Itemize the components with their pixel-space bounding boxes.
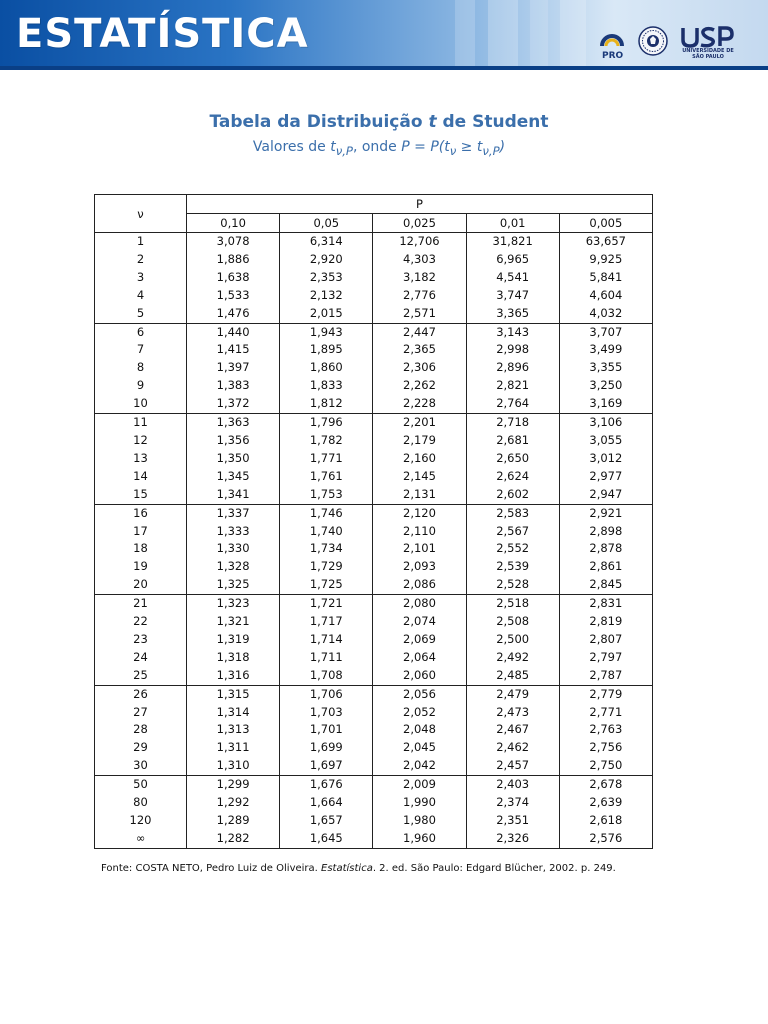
banner-decoration (488, 0, 518, 70)
table-row (95, 395, 653, 413)
critical-value-cell: 2,080 (373, 595, 466, 613)
critical-value-cell: 1,325 (187, 576, 280, 594)
critical-value-cell: 2,821 (466, 377, 559, 395)
critical-value-cell: 2,042 (373, 757, 466, 775)
critical-value-cell: 1,319 (187, 631, 280, 649)
critical-value-cell: 2,567 (466, 523, 559, 541)
table-row (95, 667, 653, 685)
critical-value-cell: 1,703 (280, 704, 373, 722)
critical-value-cell: 1,328 (187, 558, 280, 576)
critical-value-cell: 2,110 (373, 523, 466, 541)
critical-value-cell: 2,009 (373, 776, 466, 794)
critical-value-cell: 1,350 (187, 450, 280, 468)
column-header: 0,005 (559, 214, 652, 233)
degrees-of-freedom-cell: 22 (95, 613, 187, 631)
table-row (95, 450, 653, 468)
table-row (95, 830, 653, 848)
subtitle-formula: P = P(t (401, 139, 450, 155)
table-body (95, 233, 653, 849)
degrees-of-freedom-cell: 80 (95, 794, 187, 812)
degrees-of-freedom-cell: 24 (95, 649, 187, 667)
critical-value-cell: 1,314 (187, 704, 280, 722)
critical-value-cell: 1,701 (280, 721, 373, 739)
critical-value-cell: 1,645 (280, 830, 373, 848)
subtitle-text: Valores de (252, 139, 331, 155)
institution-logos (598, 24, 758, 64)
critical-value-cell: 2,576 (559, 830, 652, 848)
critical-value-cell: 2,776 (373, 287, 466, 305)
critical-value-cell: 1,533 (187, 287, 280, 305)
subtitle-formula-subscript: ν (449, 143, 457, 158)
critical-value-cell: 2,831 (559, 595, 652, 613)
critical-value-cell: 2,120 (373, 504, 466, 522)
table-row (95, 595, 653, 613)
critical-value-cell: 2,056 (373, 685, 466, 703)
degrees-of-freedom-cell: 9 (95, 377, 187, 395)
critical-value-cell: 1,311 (187, 739, 280, 757)
critical-value-cell: 2,771 (559, 704, 652, 722)
critical-value-cell: 3,106 (559, 414, 652, 432)
critical-value-cell: 2,015 (280, 305, 373, 323)
table-row (95, 721, 653, 739)
table-row (95, 739, 653, 757)
critical-value-cell: 2,132 (280, 287, 373, 305)
critical-value-cell: 3,355 (559, 359, 652, 377)
critical-value-cell: 2,262 (373, 377, 466, 395)
critical-value-cell: 2,131 (373, 486, 466, 504)
subtitle-formula-end: ) (499, 139, 506, 155)
critical-value-cell: 1,721 (280, 595, 373, 613)
critical-value-cell: 4,541 (466, 269, 559, 287)
critical-value-cell: 2,160 (373, 450, 466, 468)
critical-value-cell: 2,403 (466, 776, 559, 794)
column-header: 0,05 (280, 214, 373, 233)
degrees-of-freedom-cell: 1 (95, 233, 187, 251)
critical-value-cell: 4,032 (559, 305, 652, 323)
table-row (95, 341, 653, 359)
critical-value-cell: 1,313 (187, 721, 280, 739)
source-title: Estatística (321, 863, 373, 874)
critical-value-cell: 1,886 (187, 251, 280, 269)
critical-value-cell: 2,351 (466, 812, 559, 830)
degrees-of-freedom-cell: 120 (95, 812, 187, 830)
critical-value-cell: 2,896 (466, 359, 559, 377)
critical-value-cell: 2,093 (373, 558, 466, 576)
header-banner (0, 0, 768, 70)
critical-value-cell: 1,321 (187, 613, 280, 631)
degrees-of-freedom-cell: 5 (95, 305, 187, 323)
critical-value-cell: 2,977 (559, 468, 652, 486)
critical-value-cell: 1,708 (280, 667, 373, 685)
critical-value-cell: 2,861 (559, 558, 652, 576)
critical-value-cell: 2,101 (373, 540, 466, 558)
critical-value-cell: 1,664 (280, 794, 373, 812)
critical-value-cell: 2,479 (466, 685, 559, 703)
critical-value-cell: 1,729 (280, 558, 373, 576)
column-header: 0,10 (187, 214, 280, 233)
column-header: 0,01 (466, 214, 559, 233)
table-row (95, 287, 653, 305)
critical-value-cell: 1,725 (280, 576, 373, 594)
critical-value-cell: 1,697 (280, 757, 373, 775)
critical-value-cell: 1,943 (280, 323, 373, 341)
critical-value-cell: 9,925 (559, 251, 652, 269)
critical-value-cell: 1,717 (280, 613, 373, 631)
critical-value-cell: 1,289 (187, 812, 280, 830)
critical-value-cell: 2,764 (466, 395, 559, 413)
degrees-of-freedom-cell: 19 (95, 558, 187, 576)
critical-value-cell: 1,440 (187, 323, 280, 341)
subtitle-formula-subscript: ν,P (482, 143, 500, 158)
probability-header: P (187, 195, 653, 214)
critical-value-cell: 1,292 (187, 794, 280, 812)
critical-value-cell: 2,518 (466, 595, 559, 613)
degrees-of-freedom-cell: 6 (95, 323, 187, 341)
critical-value-cell: 5,841 (559, 269, 652, 287)
critical-value-cell: 2,571 (373, 305, 466, 323)
table-row (95, 558, 653, 576)
critical-value-cell: 1,397 (187, 359, 280, 377)
critical-value-cell: 2,045 (373, 739, 466, 757)
table-row (95, 613, 653, 631)
critical-value-cell: 1,833 (280, 377, 373, 395)
critical-value-cell: 2,306 (373, 359, 466, 377)
source-text-end: . 2. ed. São Paulo: Edgard Blücher, 2002. p. 249. (372, 863, 616, 874)
degrees-of-freedom-cell: 27 (95, 704, 187, 722)
banner-stripe (0, 66, 768, 70)
critical-value-cell: 2,898 (559, 523, 652, 541)
source-citation (101, 863, 741, 874)
critical-value-cell: 1,383 (187, 377, 280, 395)
degrees-of-freedom-cell: 28 (95, 721, 187, 739)
critical-value-cell: 2,624 (466, 468, 559, 486)
critical-value-cell: 3,055 (559, 432, 652, 450)
title-variable: t (428, 112, 437, 132)
critical-value-cell: 1,315 (187, 685, 280, 703)
seal-logo (638, 26, 668, 56)
critical-value-cell: 1,323 (187, 595, 280, 613)
table-row (95, 812, 653, 830)
critical-value-cell: 1,895 (280, 341, 373, 359)
degrees-of-freedom-cell: 11 (95, 414, 187, 432)
critical-value-cell: 6,314 (280, 233, 373, 251)
critical-value-cell: 2,145 (373, 468, 466, 486)
critical-value-cell: 1,740 (280, 523, 373, 541)
critical-value-cell: 3,078 (187, 233, 280, 251)
critical-value-cell: 3,143 (466, 323, 559, 341)
critical-value-cell: 2,678 (559, 776, 652, 794)
critical-value-cell: 1,714 (280, 631, 373, 649)
critical-value-cell: 1,316 (187, 667, 280, 685)
table-row (95, 776, 653, 794)
critical-value-cell: 1,746 (280, 504, 373, 522)
critical-value-cell: 1,299 (187, 776, 280, 794)
critical-value-cell: 2,447 (373, 323, 466, 341)
t-distribution-table (94, 194, 653, 849)
critical-value-cell: 1,363 (187, 414, 280, 432)
table-row (95, 523, 653, 541)
critical-value-cell: 1,638 (187, 269, 280, 287)
critical-value-cell: 2,921 (559, 504, 652, 522)
critical-value-cell: 2,365 (373, 341, 466, 359)
critical-value-cell: 2,797 (559, 649, 652, 667)
critical-value-cell: 1,333 (187, 523, 280, 541)
subtitle-subscript: ν,P (335, 143, 353, 158)
critical-value-cell: 3,012 (559, 450, 652, 468)
table-row (95, 685, 653, 703)
degrees-of-freedom-cell: 50 (95, 776, 187, 794)
critical-value-cell: 2,552 (466, 540, 559, 558)
critical-value-cell: 1,341 (187, 486, 280, 504)
critical-value-cell: 3,747 (466, 287, 559, 305)
usp-logo-subtext: UNIVERSIDADE DE SÃO PAULO (682, 48, 734, 60)
table-row (95, 305, 653, 323)
critical-value-cell: 2,819 (559, 613, 652, 631)
critical-value-cell: 2,602 (466, 486, 559, 504)
critical-value-cell: 2,492 (466, 649, 559, 667)
critical-value-cell: 2,763 (559, 721, 652, 739)
critical-value-cell: 1,782 (280, 432, 373, 450)
critical-value-cell: 1,812 (280, 395, 373, 413)
critical-value-cell: 1,337 (187, 504, 280, 522)
critical-value-cell: 4,604 (559, 287, 652, 305)
critical-value-cell: 2,462 (466, 739, 559, 757)
critical-value-cell: 3,707 (559, 323, 652, 341)
critical-value-cell: 1,345 (187, 468, 280, 486)
critical-value-cell: 1,476 (187, 305, 280, 323)
table-row (95, 251, 653, 269)
critical-value-cell: 2,485 (466, 667, 559, 685)
table-row (95, 504, 653, 522)
degrees-of-freedom-cell: 3 (95, 269, 187, 287)
critical-value-cell: 2,718 (466, 414, 559, 432)
degrees-of-freedom-cell: 26 (95, 685, 187, 703)
table-row (95, 323, 653, 341)
critical-value-cell: 1,318 (187, 649, 280, 667)
table-row (95, 649, 653, 667)
degrees-of-freedom-cell: 10 (95, 395, 187, 413)
critical-value-cell: 6,965 (466, 251, 559, 269)
critical-value-cell: 1,771 (280, 450, 373, 468)
critical-value-cell: 2,681 (466, 432, 559, 450)
critical-value-cell: 3,499 (559, 341, 652, 359)
critical-value-cell: 63,657 (559, 233, 652, 251)
degrees-of-freedom-cell: 16 (95, 504, 187, 522)
critical-value-cell: 1,860 (280, 359, 373, 377)
critical-value-cell: 3,365 (466, 305, 559, 323)
critical-value-cell: 2,179 (373, 432, 466, 450)
critical-value-cell: 12,706 (373, 233, 466, 251)
critical-value-cell: 2,618 (559, 812, 652, 830)
degrees-of-freedom-cell: 2 (95, 251, 187, 269)
degrees-of-freedom-cell: 18 (95, 540, 187, 558)
source-text: Fonte: COSTA NETO, Pedro Luiz de Oliveira. (101, 863, 322, 874)
degrees-of-freedom-cell: 15 (95, 486, 187, 504)
critical-value-cell: 2,807 (559, 631, 652, 649)
critical-value-cell: 1,415 (187, 341, 280, 359)
critical-value-cell: 2,650 (466, 450, 559, 468)
critical-value-cell: 1,761 (280, 468, 373, 486)
degrees-of-freedom-cell: 21 (95, 595, 187, 613)
critical-value-cell: 2,750 (559, 757, 652, 775)
critical-value-cell: 1,330 (187, 540, 280, 558)
critical-value-cell: 2,756 (559, 739, 652, 757)
table-row (95, 233, 653, 251)
critical-value-cell: 1,310 (187, 757, 280, 775)
critical-value-cell: 1,990 (373, 794, 466, 812)
title-text: Tabela da Distribuição (209, 112, 429, 132)
critical-value-cell: 2,878 (559, 540, 652, 558)
pro-logo-text: PRO (602, 51, 624, 61)
table-row (95, 468, 653, 486)
critical-value-cell: 1,706 (280, 685, 373, 703)
subtitle-formula-mid: ≥ t (456, 139, 483, 155)
table-row (95, 631, 653, 649)
table-row (95, 359, 653, 377)
critical-value-cell: 2,069 (373, 631, 466, 649)
critical-value-cell: 2,326 (466, 830, 559, 848)
degrees-of-freedom-cell: 4 (95, 287, 187, 305)
table-row (95, 576, 653, 594)
degrees-of-freedom-header: ν (95, 195, 187, 233)
critical-value-cell: 2,508 (466, 613, 559, 631)
critical-value-cell: 2,845 (559, 576, 652, 594)
critical-value-cell: 2,201 (373, 414, 466, 432)
critical-value-cell: 1,711 (280, 649, 373, 667)
table-row (95, 540, 653, 558)
critical-value-cell: 2,374 (466, 794, 559, 812)
table-row (95, 414, 653, 432)
page-title (0, 112, 758, 132)
critical-value-cell: 2,060 (373, 667, 466, 685)
critical-value-cell: 2,947 (559, 486, 652, 504)
critical-value-cell: 1,960 (373, 830, 466, 848)
critical-value-cell: 1,796 (280, 414, 373, 432)
table-row (95, 486, 653, 504)
critical-value-cell: 2,473 (466, 704, 559, 722)
degrees-of-freedom-cell: 7 (95, 341, 187, 359)
degrees-of-freedom-cell: 17 (95, 523, 187, 541)
critical-value-cell: 2,500 (466, 631, 559, 649)
critical-value-cell: 1,753 (280, 486, 373, 504)
table-row (95, 432, 653, 450)
subtitle-text-mid: , onde (352, 139, 402, 155)
critical-value-cell: 1,980 (373, 812, 466, 830)
brand-title: ESTATÍSTICA (16, 11, 309, 57)
usp-logo (680, 26, 734, 48)
table-row (95, 704, 653, 722)
critical-value-cell: 1,356 (187, 432, 280, 450)
critical-value-cell: 1,676 (280, 776, 373, 794)
critical-value-cell: 1,734 (280, 540, 373, 558)
critical-value-cell: 2,064 (373, 649, 466, 667)
degrees-of-freedom-cell: 8 (95, 359, 187, 377)
critical-value-cell: 2,228 (373, 395, 466, 413)
critical-value-cell: 2,787 (559, 667, 652, 685)
critical-value-cell: 31,821 (466, 233, 559, 251)
table-row (95, 377, 653, 395)
subtitle-variable: t (330, 139, 336, 155)
critical-value-cell: 2,457 (466, 757, 559, 775)
degrees-of-freedom-cell: 12 (95, 432, 187, 450)
critical-value-cell: 3,169 (559, 395, 652, 413)
critical-value-cell: 2,539 (466, 558, 559, 576)
critical-value-cell: 1,699 (280, 739, 373, 757)
critical-value-cell: 3,250 (559, 377, 652, 395)
critical-value-cell: 2,048 (373, 721, 466, 739)
degrees-of-freedom-cell: 13 (95, 450, 187, 468)
critical-value-cell: 3,182 (373, 269, 466, 287)
banner-decoration (530, 0, 548, 70)
critical-value-cell: 2,583 (466, 504, 559, 522)
critical-value-cell: 1,282 (187, 830, 280, 848)
critical-value-cell: 2,074 (373, 613, 466, 631)
critical-value-cell: 2,467 (466, 721, 559, 739)
critical-value-cell: 2,779 (559, 685, 652, 703)
table-row (95, 794, 653, 812)
degrees-of-freedom-cell: 29 (95, 739, 187, 757)
critical-value-cell: 2,920 (280, 251, 373, 269)
critical-value-cell: 2,086 (373, 576, 466, 594)
critical-value-cell: 2,998 (466, 341, 559, 359)
critical-value-cell: 4,303 (373, 251, 466, 269)
critical-value-cell: 1,372 (187, 395, 280, 413)
column-header: 0,025 (373, 214, 466, 233)
critical-value-cell: 2,052 (373, 704, 466, 722)
critical-value-cell: 2,528 (466, 576, 559, 594)
degrees-of-freedom-cell: 20 (95, 576, 187, 594)
banner-decoration (560, 0, 586, 70)
title-text-end: de Student (436, 112, 549, 132)
degrees-of-freedom-cell: 23 (95, 631, 187, 649)
banner-decoration (455, 0, 475, 70)
table-row (95, 269, 653, 287)
table-row (95, 757, 653, 775)
critical-value-cell: 2,353 (280, 269, 373, 287)
critical-value-cell: 1,657 (280, 812, 373, 830)
degrees-of-freedom-cell: 30 (95, 757, 187, 775)
degrees-of-freedom-cell: 14 (95, 468, 187, 486)
degrees-of-freedom-cell: 25 (95, 667, 187, 685)
degrees-of-freedom-cell: ∞ (95, 830, 187, 848)
page-subtitle (0, 139, 758, 158)
critical-value-cell: 2,639 (559, 794, 652, 812)
